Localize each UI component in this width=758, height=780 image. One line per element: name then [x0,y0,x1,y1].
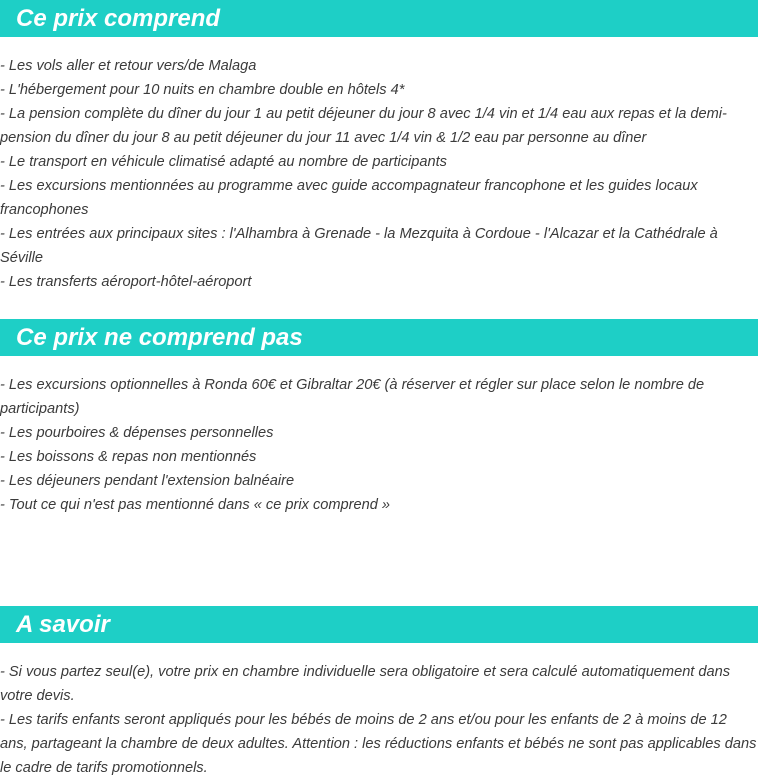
list-item: - La pension complète du dîner du jour 1 au petit déjeuner du jour 8 avec 1/4 vin et 1/4 eau aux repas et la demi-pension du dîner du jour 8 au petit déjeuner du jour 11 avec 1/4 vin & 1/2 eau par personne au dîner [0,106,727,146]
list-item: - Les déjeuners pendant l'extension balnéaire [0,473,295,489]
section-banner [0,319,758,356]
list-item: - Les boissons & repas non mentionnés [0,449,257,465]
list-item: - Si vous partez seul(e), votre prix en chambre individuelle sera obligatoire et sera calculé automatiquement dans votre devis. [0,664,731,704]
section-good-to-know [0,606,758,780]
list-item: - Les excursions optionnelles à Ronda 60€ et Gibraltar 20€ (à réserver et régler sur place selon le nombre de participants) [0,377,705,417]
section-title: A savoir [16,611,110,638]
list-item: - Les tarifs enfants seront appliqués pour les bébés de moins de 2 ans et/ou pour les enfants de 2 à moins de 12 ans, partageant la chambre de deux adultes. Attention : les réductions enfants et bébés ne sont pas applicables dans le cadre de tarifs promotionnels. [0,712,757,776]
section-title: Ce prix ne comprend pas [16,324,303,351]
section-not-included [0,319,758,517]
list-item: - Le transport en véhicule climatisé adapté au nombre de participants [0,154,447,170]
list-item: - Les pourboires & dépenses personnelles [0,425,274,441]
section-included [0,0,758,294]
list-item: - Les vols aller et retour vers/de Malaga [0,58,257,74]
section-title: Ce prix comprend [16,5,221,32]
included-list [0,37,758,294]
list-item: - Les transferts aéroport-hôtel-aéroport [0,274,252,290]
not-included-list [0,356,758,517]
list-item: - Les entrées aux principaux sites : l'Alhambra à Grenade - la Mezquita à Cordoue - l'Alcazar et la Cathédrale à Séville [0,226,718,266]
good-to-know-list [0,643,758,780]
list-item: - Tout ce qui n'est pas mentionné dans « ce prix comprend » [0,497,391,513]
section-banner [0,0,758,37]
list-item: - L'hébergement pour 10 nuits en chambre double en hôtels 4* [0,82,405,98]
section-banner [0,606,758,643]
list-item: - Les excursions mentionnées au programme avec guide accompagnateur francophone et les guides locaux francophones [0,178,698,218]
